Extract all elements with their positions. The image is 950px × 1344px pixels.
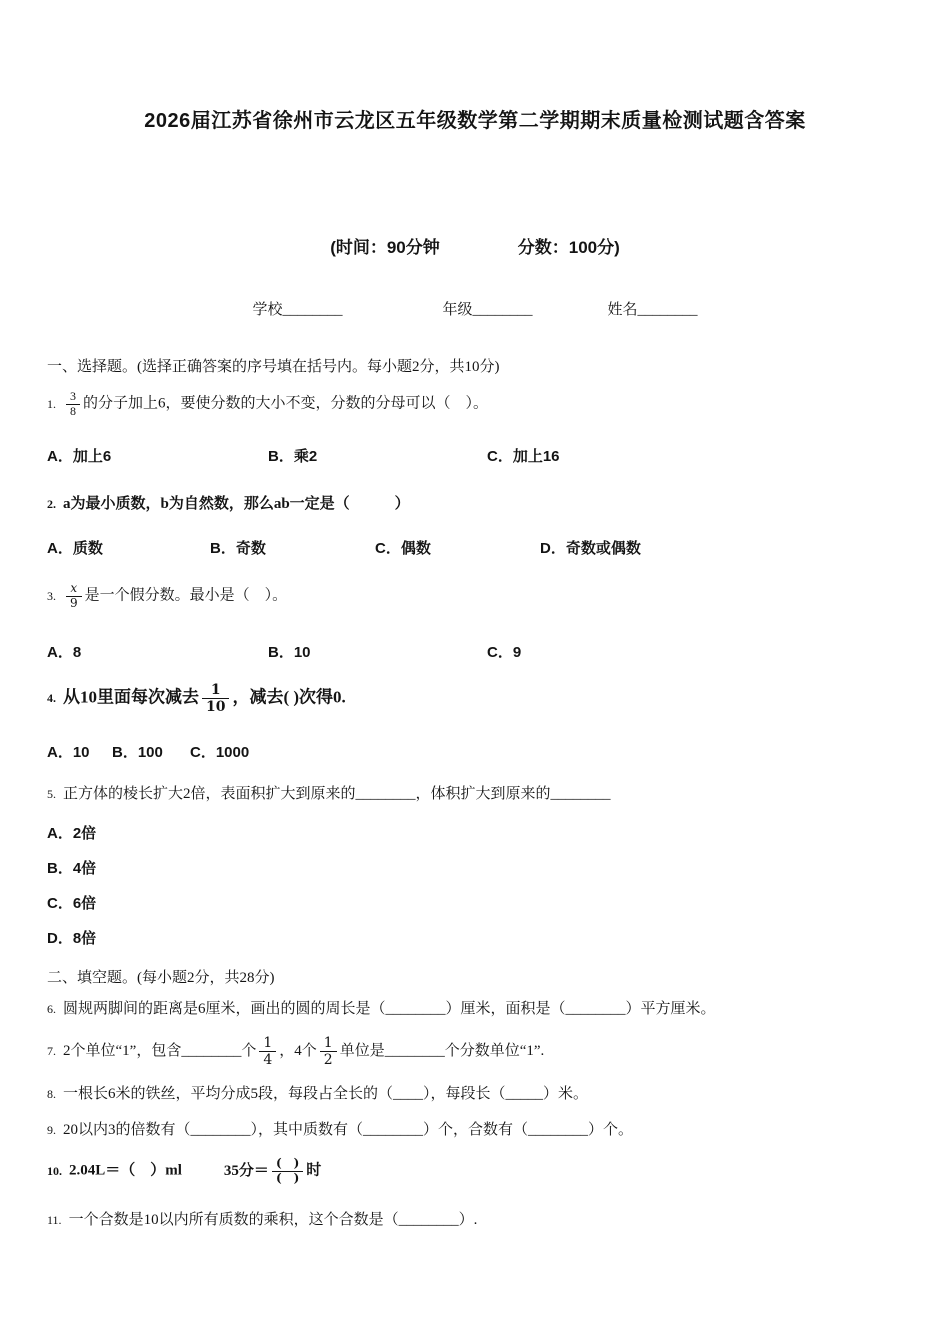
- option-c: C．9: [487, 643, 522, 661]
- exam-score: 分数：100分): [517, 238, 620, 257]
- page-title: 2026届江苏省徐州市云龙区五年级数学第二学期期末质量检测试题含答案: [144, 110, 806, 132]
- question-text: 20以内3的倍数有（________），其中质数有（________）个，合数有（________）个。: [63, 1121, 634, 1138]
- question-5: [47, 784, 903, 806]
- question-4-options: [47, 741, 903, 762]
- fraction: [259, 1035, 276, 1068]
- section-one-heading: 一、选择题。(选择正确答案的序号填在括号内。每小题2分，共10分): [47, 359, 500, 375]
- fraction-numerator: x: [70, 581, 78, 596]
- question-text-seg2: ，4个: [279, 1042, 317, 1059]
- question-text-seg1: 2.04L＝（ ）ml: [69, 1163, 182, 1180]
- question-text-seg1: 2个单位“1”，包含________个: [63, 1042, 257, 1059]
- fraction: [272, 1157, 303, 1186]
- option-d: D．奇数或偶数: [540, 540, 641, 558]
- question-number: 1.: [47, 396, 56, 411]
- fraction-numerator: 1: [263, 1034, 273, 1051]
- fraction-denominator: 8: [66, 404, 80, 419]
- question-text: 一根长6米的铁丝，平均分成5段，每段占全长的（____），每段长（_____）米。: [63, 1085, 589, 1102]
- question-text-seg2: 35分＝: [223, 1163, 269, 1180]
- question-text-seg3: 单位是________个分数单位“1”.: [339, 1042, 545, 1059]
- exam-meta: [47, 233, 903, 258]
- fraction-denominator: 9: [66, 596, 82, 611]
- fraction: [320, 1035, 337, 1068]
- fraction-numerator: 3: [70, 389, 76, 403]
- question-5-option-c: C．6倍: [47, 894, 97, 912]
- option-a: A．质数: [47, 540, 103, 558]
- option-b: B．100: [112, 744, 163, 762]
- fraction: [66, 582, 82, 611]
- fraction: [66, 390, 80, 419]
- question-11: [47, 1210, 903, 1232]
- question-7: [47, 1035, 903, 1068]
- question-6: [47, 999, 903, 1021]
- question-text: 圆规两脚间的距离是6厘米，画出的圆的周长是（________）厘米，面积是（________）平方厘米。: [63, 1000, 716, 1017]
- fraction-denominator: 4: [259, 1051, 276, 1068]
- grade-blank: 年级________: [442, 302, 533, 318]
- question-8: [47, 1084, 903, 1106]
- option-c: C．1000: [190, 744, 250, 762]
- section-two-heading: 二、填空题。(每小题2分，共28分): [47, 969, 275, 986]
- option-b: B．乘2: [268, 447, 318, 465]
- question-text-pre: 从10里面每次减去: [63, 687, 199, 707]
- name-blank: 姓名________: [607, 302, 698, 318]
- question-9: [47, 1120, 903, 1142]
- question-text: 是一个假分数。最小是（ ）。: [84, 588, 288, 605]
- question-1-options: [47, 445, 903, 466]
- question-text: 正方体的棱长扩大2倍，表面积扩大到原来的________，体积扩大到原来的________: [63, 786, 611, 803]
- question-number: 9.: [47, 1122, 56, 1137]
- question-3-options: [47, 641, 903, 662]
- question-number: 8.: [47, 1086, 56, 1101]
- question-5-option-b: B．4倍: [47, 859, 97, 877]
- question-text: a为最小质数，b为自然数，那么ab一定是（ ）: [63, 495, 410, 512]
- fraction: [202, 682, 229, 715]
- question-text: 一个合数是10以内所有质数的乘积，这个合数是（________）.: [68, 1211, 478, 1228]
- option-a: A．10: [47, 744, 90, 762]
- fraction-numerator: 1: [210, 681, 221, 698]
- fraction-denominator: 10: [202, 698, 229, 715]
- question-text-seg3: 时: [306, 1163, 322, 1180]
- exam-time: (时间：90分钟: [330, 238, 440, 257]
- question-5-option-a: A．2倍: [47, 824, 97, 842]
- question-1: [47, 390, 903, 419]
- question-number: 10.: [47, 1164, 62, 1179]
- question-number: 7.: [47, 1043, 56, 1058]
- question-number: 11.: [47, 1212, 62, 1227]
- option-c: C．加上16: [487, 447, 560, 465]
- question-number: 3.: [47, 589, 56, 604]
- option-c: C．偶数: [375, 540, 431, 558]
- fraction-denominator: 2: [320, 1051, 337, 1068]
- question-number: 4.: [47, 691, 56, 706]
- school-blank: 学校________: [252, 302, 343, 318]
- question-number: 2.: [47, 496, 56, 511]
- question-text: 的分子加上6，要使分数的大小不变，分数的分母可以（ ）。: [83, 395, 489, 412]
- option-a: A．8: [47, 643, 82, 661]
- question-2-options: [47, 537, 903, 558]
- fraction-denominator: ( ): [272, 1171, 303, 1186]
- fraction-numerator: ( ): [275, 1156, 300, 1171]
- question-number: 5.: [47, 787, 56, 802]
- question-number: 6.: [47, 1001, 56, 1016]
- question-3: [47, 582, 903, 611]
- fraction-numerator: 1: [323, 1034, 333, 1051]
- question-4: [47, 682, 903, 715]
- question-2: [47, 494, 903, 516]
- option-a: A．加上6: [47, 447, 112, 465]
- question-10: [47, 1157, 903, 1186]
- option-b: B．奇数: [210, 540, 266, 558]
- question-text-post: ，减去( )次得0.: [232, 687, 346, 707]
- student-info-line: [47, 298, 903, 319]
- option-b: B．10: [268, 643, 311, 661]
- question-5-option-d: D．8倍: [47, 929, 97, 947]
